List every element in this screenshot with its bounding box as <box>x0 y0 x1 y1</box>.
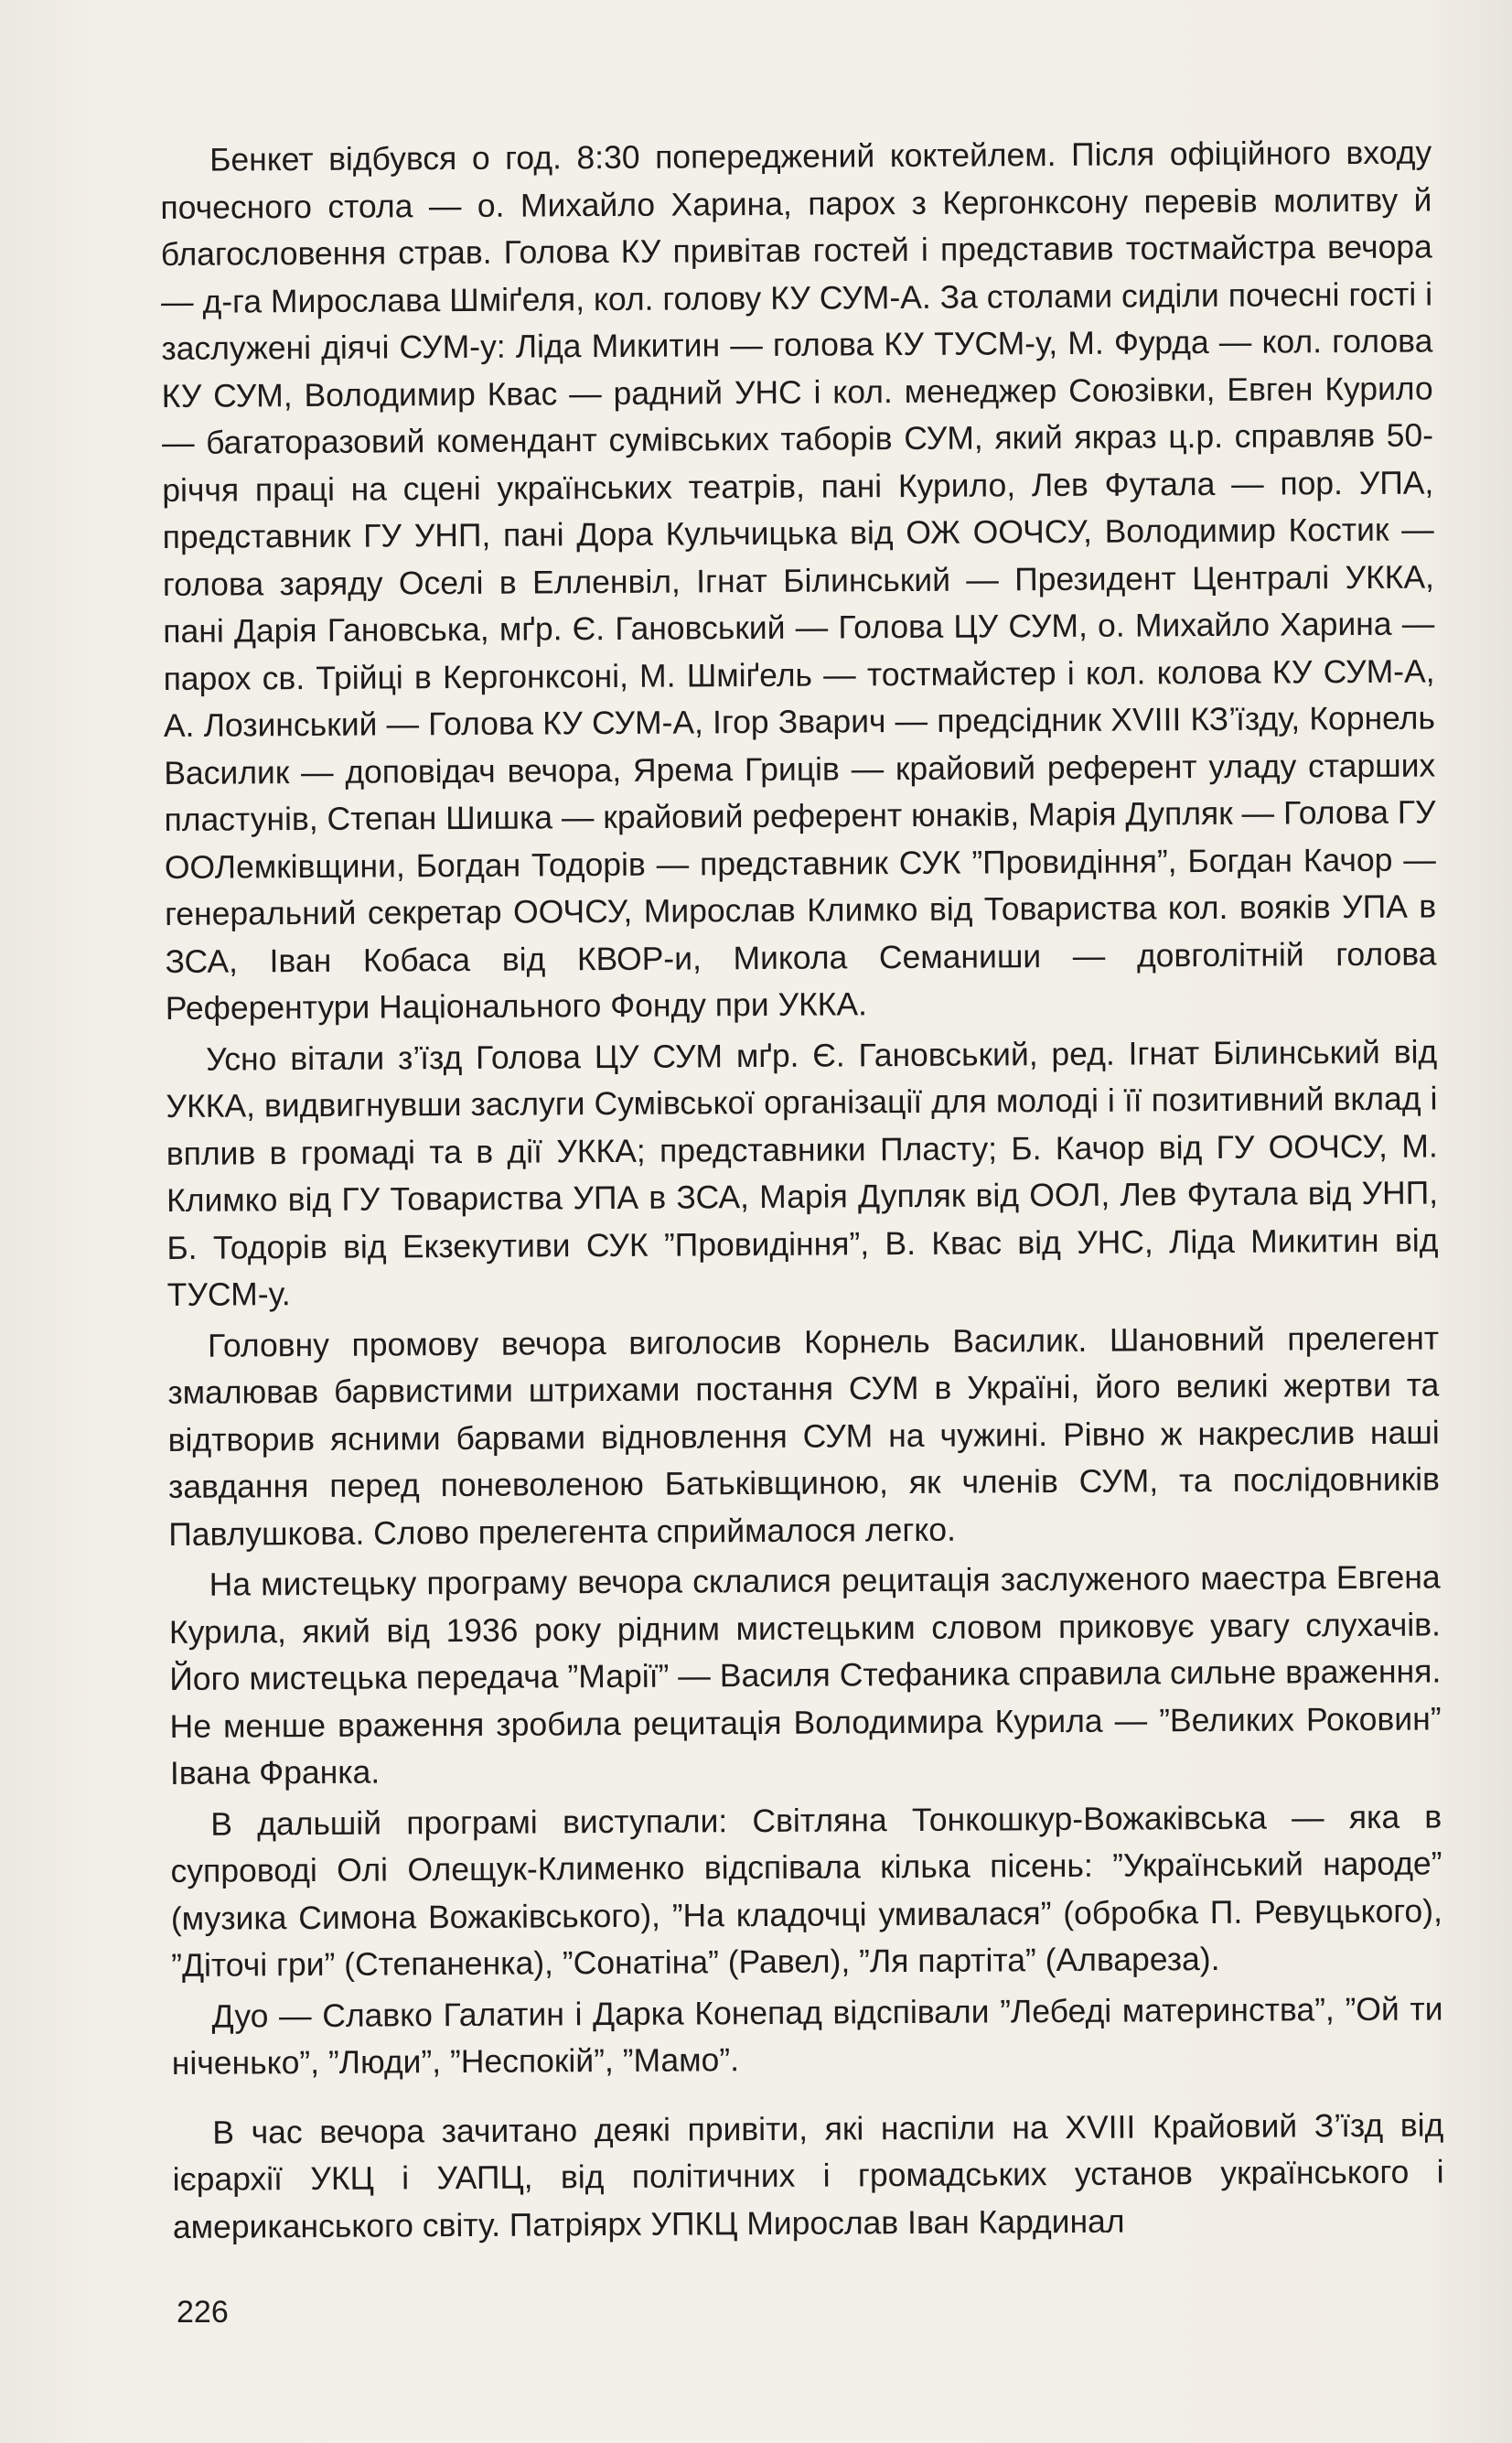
page-number: 226 <box>177 2295 229 2330</box>
body-text <box>160 130 1444 2255</box>
paragraph-duo: Дуо — Славко Галатин і Дарка Конепад відспівали ”Лебеді материнства”, ”Ой ти ніченько”, ”Люди”, ”Неспокій”, ”Мамо”. <box>171 1989 1443 2082</box>
paragraph-greetings-read: В час вечора зачитано деякі привіти, які наспіли на XVIII Крайовий З’їзд від ієрархії УКЦ і УАПЦ, від політичних і громадських установ українського і американського світу. Патріярх УПКЦ Мирослав Іван Кардинал <box>172 2105 1444 2245</box>
paragraph-greetings: Усно вітали з’їзд Голова ЦУ СУМ мґр. Є. Гановський, ред. Ігнат Білинський від УККА, видвигнувши заслуги Сумівської організації для молоді і її позитивний вклад і вплив в громаді та в дії УККА; представники Пласту; Б. Качор від ГУ ООЧСУ, М. Климко від ГУ Товариства УПА в ЗСА, Марія Дупляк від ООЛ, Лев Футала від УНП, Б. Тодорів від Екзекутиви СУК ”Провидіння”, В. Квас від УНС, Ліда Микитин від ТУСМ-у. <box>166 1032 1439 1313</box>
paragraph-banquet: Бенкет відбувся о год. 8:30 попереджений коктейлем. Після офіційного входу почесного стола — о. Михайло Харина, парох з Кергонксону перевів молитву й благословення страв. Голова КУ привітав гостей і представив тостмайстра вечора — д-га Мирослава Шміґеля, кол. голову КУ СУМ-А. За столами сиділи почесні гості і заслужені діячі СУМ-у: Ліда Микитин — голова КУ ТУСМ-у, М. Фурда — кол. голова КУ СУМ, Володимир Квас — радний УНС і кол. менеджер Союзівки, Евген Курило — багаторазовий комендант сумівських таборів СУМ, який якраз ц.р. справляв 50-річчя праці на сцені українських театрів, пані Курило, Лев Футала — пор. УПА, представник ГУ УНП, пані Дора Кульчицька від ОЖ ООЧСУ, Володимир Костик — голова заряду Оселі в Елленвіл, Ігнат Білинський — Президент Централі УККА, пані Дарія Гановська, мґр. Є. Гановський — Голова ЦУ СУМ, о. Михайло Харина — парох св. Трійці в Кергонксоні, М. Шміґель — тостмайстер і кол. колова КУ СУМ-А, А. Лозинський — Голова КУ СУМ-А, Ігор Зварич — предсідник XVIII КЗ’їзду, Корнель Василик — доповідач вечора, Ярема Гриців — крайовий референт уладу старших пластунів, Степан Шишка — крайовий референт юнаків, Марія Дупляк — Голова ГУ ООЛемківщини, Богдан Тодорів — представник СУК ”Провидіння”, Богдан Качор — генеральний секретар ООЧСУ, Мирослав Климко від Товариства кол. вояків УПА в ЗСА, Іван Кобаса від КВОР-и, Микола Семаниши — довголітній голова Референтури Національного Фонду при УККА. <box>160 134 1437 1027</box>
paragraph-performers: В дальшій програмі виступали: Світляна Тонкошкур-Вожаківська — яка в супроводі Олі Олещук-Клименко відспівала кілька пісень: ”Український народе” (музика Симона Вожаківського), ”На кладочці умивалася” (обробка П. Ревуцького), ”Діточі гри” (Степаненка), ”Сонатіна” (Равел), ”Ля партіта” (Алвареза). <box>170 1797 1442 1984</box>
paragraph-main-speech: Головну промову вечора виголосив Корнель Василик. Шановний прелегент змалював барвистими штрихами постання СУМ в Україні, його великі жертви та відтворив ясними барвами відновлення СУМ на чужині. Рівно ж накреслив наші завдання перед поневоленою Батьківщиною, як членів СУМ, та послідовників Павлушкова. Слово прелегента сприймалося легко. <box>167 1318 1441 1553</box>
paragraph-art-program: На мистецьку програму вечора склалися рецитація заслуженого маестра Евгена Курила, який від 1936 року рідним мистецьким словом приковує увагу слухачів. Його мистецька передача ”Марії” — Василя Стефаника справила сильне враження. Не менше враження зробила рецитація Володимира Курила — ”Великих Роковин” Івана Франка. <box>168 1558 1442 1792</box>
